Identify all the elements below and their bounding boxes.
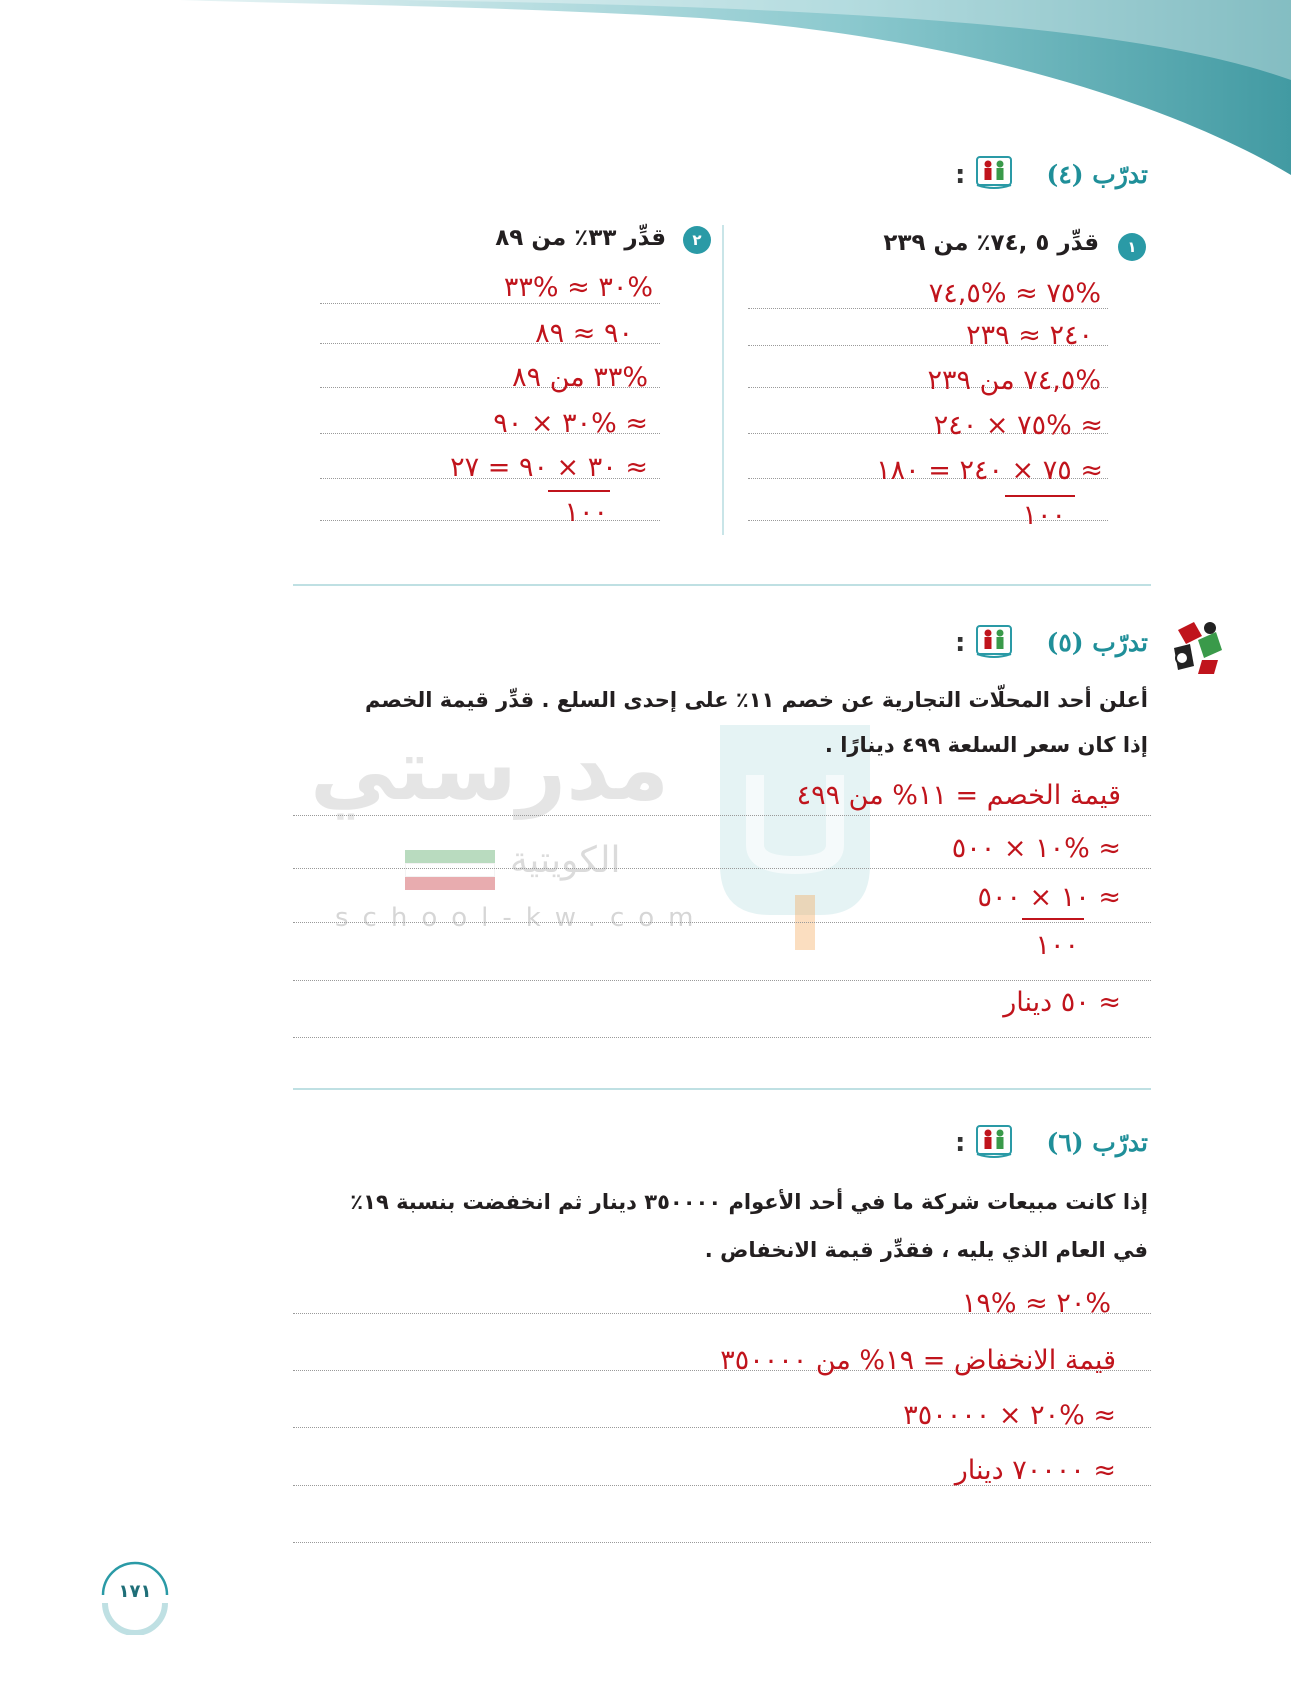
q1-answer-line-5: ≈ ٧٥ × ٢٤٠ = ١٨٠ [876,455,1103,486]
answer-line [293,980,1151,981]
column-divider [722,225,724,535]
colon: : [955,1128,966,1158]
ex5-denominator: ١٠٠ [1035,930,1079,961]
q2-answer-line-1: %٣٠ ≈ %٣٣ [503,272,653,303]
watermark-sub: الكويتية [510,840,621,881]
section-divider [293,584,1151,586]
answer-line [293,922,1151,923]
q2-denominator: ١٠٠ [564,497,608,528]
ex5-answer-line-1: قيمة الخصم = ١١% من ٤٩٩ [796,780,1121,811]
watermark-url: school-kw.com [335,903,708,933]
students-book-icon [975,1124,1013,1160]
exercise-6-title: تدرّب (٦) [1046,1128,1148,1157]
q1-answer-line-4: ≈ %٧٥ × ٢٤٠ [933,410,1103,441]
question-2-text: قدِّر ٣٣٪ من ٨٩ [495,225,666,251]
q2-answer-line-3: %٣٣ من ٨٩ [512,362,648,393]
exercise-6-question-line-1: إذا كانت مبيعات شركة ما في أحد الأعوام ٣٥٠٠٠٠ دينار ثم انخفضت بنسبة ١٩٪ [350,1190,1148,1214]
q1-denominator: ١٠٠ [1022,500,1066,531]
ex6-answer-line-3: ≈ %٢٠ × ٣٥٠٠٠٠ [903,1400,1116,1431]
answer-line [293,1037,1151,1038]
question-1-text: قدِّر ٥ ,٧٤٪ من ٢٣٩ [883,230,1099,256]
fraction-bar [548,490,610,492]
page-number: ١٧١ [118,1581,152,1602]
students-book-icon [975,155,1013,191]
q1-answer-line-1: %٧٥ ≈ %٧٤,٥ [928,278,1101,309]
question-2-badge: ٢ [683,226,711,254]
colon: : [955,160,966,190]
fraction-bar [1022,918,1084,920]
ex6-answer-line-2: قيمة الانخفاض = ١٩% من ٣٥٠٠٠٠ [720,1345,1116,1376]
exercise-6-question-line-2: في العام الذي يليه ، فقدِّر قيمة الانخفاض . [704,1238,1148,1262]
ex5-answer-line-5: ≈ ٥٠ دينار [1003,987,1121,1018]
answer-line [320,303,660,304]
flag-icon [405,850,495,890]
exercise-5-question-line-1: أعلن أحد المحلّات التجارية عن خصم ١١٪ على إحدى السلع . قدِّر قيمة الخصم [365,688,1148,712]
q1-answer-line-2: ٢٤٠ ≈ ٢٣٩ [966,320,1093,351]
puzzle-people-icon [1168,618,1226,678]
q2-answer-line-5: ≈ ٣٠ × ٩٠ = ٢٧ [450,452,648,483]
question-1-badge: ١ [1118,233,1146,261]
colon: : [955,628,966,658]
exercise-5-question-line-2: إذا كان سعر السلعة ٤٩٩ دينارًا . [824,733,1148,757]
page-number-badge [95,1555,175,1635]
fraction-bar [1005,495,1075,497]
exercise-5-title: تدرّب (٥) [1046,628,1148,657]
ex6-answer-line-4: ≈ ٧٠٠٠٠ دينار [954,1455,1116,1486]
q2-answer-line-4: ≈ %٣٠ × ٩٠ [493,408,648,439]
ex5-answer-line-3: ≈ ١٠ × ٥٠٠ [977,882,1121,913]
answer-line [293,815,1151,816]
q2-answer-line-2: ٩٠ ≈ ٨٩ [535,318,633,349]
answer-line [320,520,660,521]
watermark-brand: مدرستي [310,720,670,820]
ex5-answer-line-2: ≈ %١٠ × ٥٠٠ [951,833,1121,864]
answer-line [293,868,1151,869]
section-divider [293,1088,1151,1090]
students-book-icon [975,624,1013,660]
q1-answer-line-3: %٧٤,٥ من ٢٣٩ [927,365,1101,396]
exercise-4-title: تدرّب (٤) [1046,160,1148,189]
answer-line [293,1542,1151,1543]
ex6-answer-line-1: %٢٠ ≈ %١٩ [961,1288,1111,1319]
